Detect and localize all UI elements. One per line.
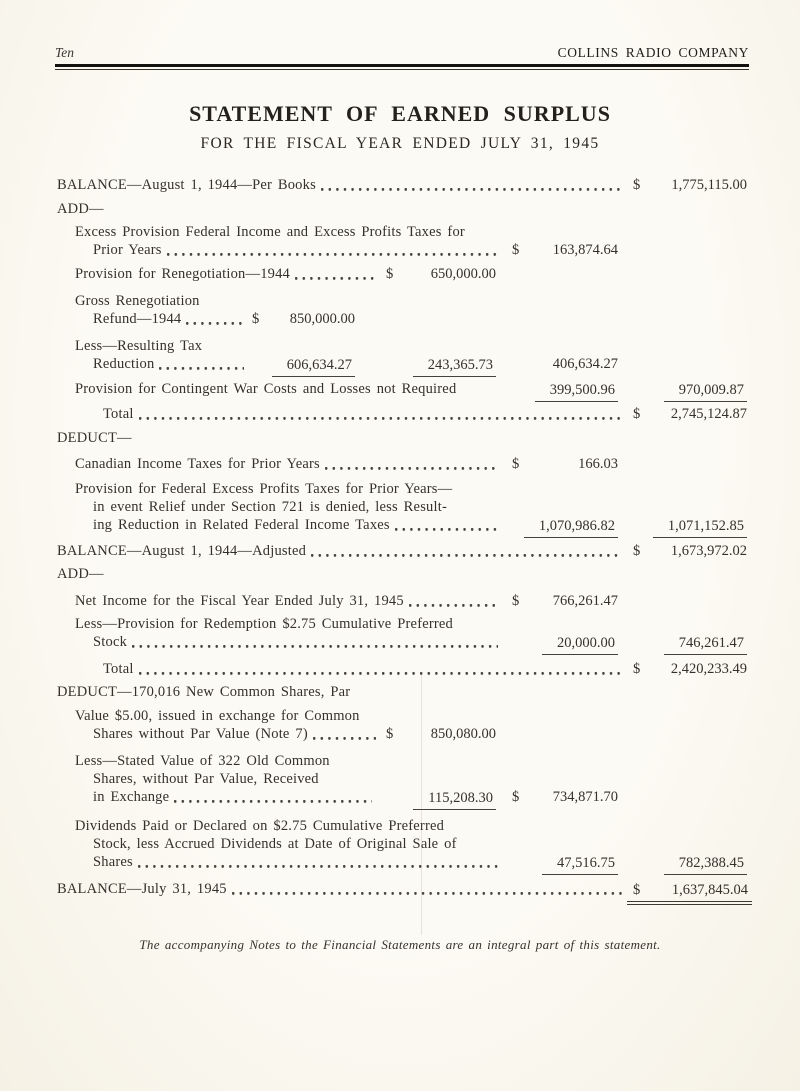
- statement-row: [0, 683, 800, 701]
- amount-value: 115,208.30: [413, 789, 496, 810]
- amount-value: 406,634.27: [552, 356, 618, 372]
- statement-row: [0, 542, 800, 560]
- row-label: Excess Provision Federal Income and Excess Profits Taxes for: [75, 224, 465, 240]
- amount-value: 782,388.45: [664, 854, 747, 875]
- row-label: Provision for Federal Excess Profits Taxes for Prior Years—: [75, 481, 453, 497]
- dot-leader: [174, 788, 372, 806]
- amount-value: 850,080.00: [430, 726, 496, 742]
- row-line: [0, 455, 498, 473]
- row-line: [0, 592, 498, 610]
- row-label: Less—Provision for Redemption $2.75 Cumulative Preferred: [75, 616, 454, 632]
- scan-crease: [421, 672, 422, 935]
- dollar-sign: $: [512, 789, 520, 805]
- row-label: Shares: [93, 854, 133, 870]
- statement-row: [0, 337, 800, 373]
- dot-leader: [325, 455, 498, 473]
- dot-leader: [409, 592, 498, 610]
- company-name: COLLINS RADIO COMPANY: [557, 45, 749, 60]
- statement-row: [0, 455, 800, 473]
- statement-row: [0, 615, 800, 651]
- statement-row: [0, 592, 800, 610]
- amount-value: 2,420,233.49: [670, 661, 747, 677]
- dollar-sign: $: [633, 543, 641, 559]
- dollar-sign: $: [386, 726, 394, 742]
- dot-leader: [139, 660, 622, 678]
- row-line: [0, 725, 376, 743]
- dollar-sign: $: [633, 406, 641, 422]
- row-label: Dividends Paid or Declared on $2.75 Cumulative Preferred: [75, 818, 445, 834]
- amount-value: 1,673,972.02: [670, 543, 747, 559]
- amount-value: 399,500.96: [535, 381, 618, 402]
- row-label: BALANCE—August 1, 1944—Adjusted: [57, 543, 307, 559]
- dollar-sign: $: [512, 456, 520, 472]
- row-label: DEDUCT—170,016 New Common Shares, Par: [57, 684, 351, 700]
- row-label: Gross Renegotiation: [75, 293, 200, 309]
- dollar-sign: $: [252, 311, 260, 327]
- amount-value: 2,745,124.87: [670, 406, 747, 422]
- amount-value: 606,634.27: [272, 356, 355, 377]
- row-label: Value $5.00, issued in exchange for Common: [75, 708, 360, 724]
- statement-row: [0, 292, 800, 328]
- amount-value: 650,000.00: [430, 266, 496, 282]
- row-line: [0, 542, 622, 560]
- dot-leader: [321, 176, 622, 194]
- statement-row: [0, 707, 800, 743]
- row-label: Total: [103, 661, 134, 677]
- row-label: Total: [103, 406, 134, 422]
- row-label: Provision for Contingent War Costs and Losses not Required: [75, 381, 457, 397]
- dot-leader: [311, 542, 622, 560]
- statement-row: [0, 405, 800, 423]
- row-label: DEDUCT—: [57, 430, 132, 446]
- statement-row: [0, 480, 800, 534]
- row-label: Shares without Par Value (Note 7): [93, 726, 308, 742]
- row-line: [0, 853, 498, 871]
- dot-leader: [395, 516, 498, 534]
- statement-title: STATEMENT OF EARNED SURPLUS: [189, 101, 611, 126]
- statement-row: [0, 817, 800, 871]
- row-line: [0, 176, 622, 194]
- dollar-sign: $: [512, 242, 520, 258]
- dollar-sign: $: [633, 882, 641, 898]
- row-label: ing Reduction in Related Federal Income Taxes: [93, 517, 390, 533]
- dollar-sign: $: [386, 266, 394, 282]
- statement-row: [0, 223, 800, 259]
- header-rule-thick: [55, 64, 749, 67]
- row-label: Reduction: [93, 356, 155, 372]
- dot-leader: [138, 853, 498, 871]
- row-line: [0, 310, 244, 328]
- row-label: Stock, less Accrued Dividends at Date of Original Sale of: [93, 836, 457, 852]
- header-rule-thin: [55, 69, 749, 70]
- amount-value: 1,775,115.00: [671, 177, 747, 193]
- dot-leader: [295, 265, 376, 283]
- amount-value: 47,516.75: [542, 854, 618, 875]
- row-label: Refund—1944: [93, 311, 182, 327]
- row-label: Net Income for the Fiscal Year Ended July 31, 1945: [75, 593, 404, 609]
- amount-value: 734,871.70: [552, 789, 618, 805]
- dot-leader: [159, 355, 244, 373]
- row-line: [0, 405, 622, 423]
- row-label: Canadian Income Taxes for Prior Years: [75, 456, 320, 472]
- page-number: Ten: [55, 45, 75, 60]
- statement-row: [0, 200, 800, 218]
- row-label: in event Relief under Section 721 is denied, less Result-: [93, 499, 447, 515]
- dot-leader: [186, 310, 244, 328]
- row-label: ADD—: [57, 201, 104, 217]
- amount-value: 766,261.47: [552, 593, 618, 609]
- statement-subtitle: FOR THE FISCAL YEAR ENDED JULY 31, 1945: [200, 135, 600, 152]
- dot-leader: [313, 725, 376, 743]
- row-label: Provision for Renegotiation—1944: [75, 266, 290, 282]
- row-label: Prior Years: [93, 242, 162, 258]
- row-line: [0, 355, 244, 373]
- dot-leader: [139, 405, 622, 423]
- amount-value: 1,637,845.04: [671, 882, 748, 898]
- dollar-sign: $: [633, 177, 641, 193]
- dollar-sign: $: [633, 661, 641, 677]
- row-line: [0, 633, 498, 651]
- dot-leader: [232, 880, 622, 898]
- row-line: [0, 241, 498, 259]
- amount-value: 166.03: [578, 456, 618, 472]
- row-label: Shares, without Par Value, Received: [93, 771, 319, 787]
- row-label: BALANCE—August 1, 1944—Per Books: [57, 177, 316, 193]
- dot-leader: [132, 633, 498, 651]
- statement-row: [0, 660, 800, 678]
- amount-value: 243,365.73: [413, 356, 496, 377]
- page-header: [55, 45, 749, 70]
- amount-double-underlined: [627, 881, 752, 905]
- statement-row: [0, 380, 800, 398]
- header-row: [55, 45, 749, 61]
- statement-rows: [0, 176, 800, 898]
- dollar-sign: $: [512, 593, 520, 609]
- row-line: [0, 516, 498, 534]
- row-label: ADD—: [57, 566, 104, 582]
- row-line: [0, 880, 622, 898]
- row-label: in Exchange: [93, 789, 170, 805]
- statement-row: [0, 565, 800, 583]
- row-label: Less—Stated Value of 322 Old Common: [75, 753, 330, 769]
- row-label: Less—Resulting Tax: [75, 338, 203, 354]
- amount-value: 20,000.00: [542, 634, 618, 655]
- amount-value: 970,009.87: [664, 381, 747, 402]
- amount-value: 1,070,986.82: [524, 517, 618, 538]
- statement-row: [0, 880, 800, 898]
- row-label: Stock: [93, 634, 128, 650]
- row-line: [0, 265, 376, 283]
- row-label: BALANCE—July 31, 1945: [57, 881, 227, 897]
- footnote: The accompanying Notes to the Financial Statements are an integral part of this statement.: [139, 937, 661, 952]
- dot-leader: [167, 241, 498, 259]
- amount-value: 1,071,152.85: [653, 517, 747, 538]
- row-line: [0, 660, 622, 678]
- amount-value: 163,874.64: [552, 242, 618, 258]
- statement-row: [0, 176, 800, 194]
- statement-row: [0, 429, 800, 447]
- amount-value: 850,000.00: [289, 311, 355, 327]
- row-line: [0, 788, 372, 806]
- statement-row: [0, 752, 800, 806]
- statement-row: [0, 265, 800, 283]
- title-block: [0, 100, 800, 154]
- amount-value: 746,261.47: [664, 634, 747, 655]
